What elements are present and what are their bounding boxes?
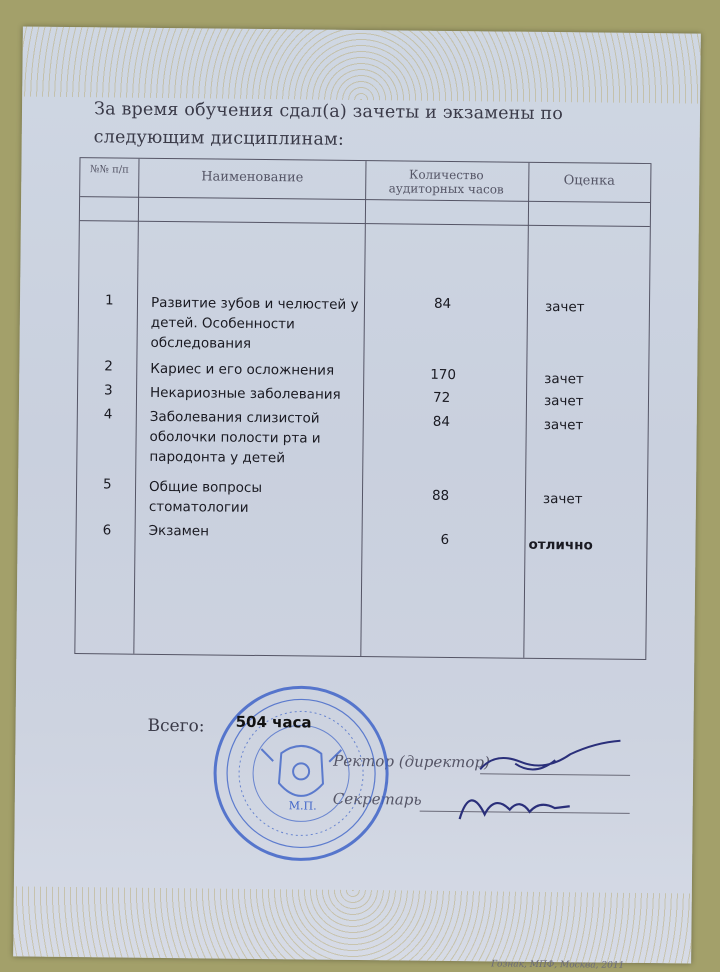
row-5-num: 5 xyxy=(103,476,112,493)
header-name: Наименование xyxy=(201,169,304,186)
eagle-emblem-icon xyxy=(261,746,342,797)
row-1-hours: 84 xyxy=(433,295,452,312)
total-hours-value: 504 часа xyxy=(235,712,312,732)
row-3-hours: 72 xyxy=(432,389,451,406)
row-2-name: Кариес и его осложнения xyxy=(150,360,335,379)
certificate-sheet xyxy=(13,26,701,971)
subjects-table xyxy=(74,157,651,660)
row-6-grade: отлично xyxy=(528,536,593,554)
row-3-name: Некариозные заболевания xyxy=(149,384,341,403)
row-4-num: 4 xyxy=(103,406,113,423)
seal-center-text: М.П. xyxy=(288,799,317,813)
printer-imprint: Гознак, МПФ, Москва, 2011 xyxy=(491,959,625,971)
header-grade: Оценка xyxy=(563,173,616,189)
bottom-ornament xyxy=(13,886,692,963)
official-seal-stamp xyxy=(210,682,392,864)
row-5-name: Общие вопросы стоматологии xyxy=(148,478,263,516)
row-5-hours: 88 xyxy=(431,487,450,504)
row-3-grade: зачет xyxy=(543,392,584,410)
row-1-grade: зачет xyxy=(544,298,585,316)
row-6-num: 6 xyxy=(102,522,112,539)
rector-label: Ректор (директор) xyxy=(333,751,491,772)
row-6-name: Экзамен xyxy=(148,522,210,540)
heading-text: За время обучения сдал(а) зачеты и экзамены по следующим дисциплинам: xyxy=(93,99,564,150)
row-2-grade: зачет xyxy=(544,370,584,388)
row-4-name: Заболевания слизистой оболочки полости рта и пародонта у детей xyxy=(149,408,321,467)
row-4-grade: зачет xyxy=(543,416,584,434)
header-num: №№ п/п xyxy=(89,164,129,176)
row-1-num: 1 xyxy=(104,292,114,309)
row-6-hours: 6 xyxy=(440,531,450,548)
row-1-name: Развитие зубов и челюстей у детей. Особенности обследования xyxy=(150,294,359,352)
secretary-label: Секретарь xyxy=(332,789,422,809)
header-hours: Количество аудиторных часов xyxy=(388,167,504,197)
row-3-num: 3 xyxy=(103,382,113,399)
row-4-hours: 84 xyxy=(432,413,451,430)
row-5-grade: зачет xyxy=(542,490,583,508)
rector-signature xyxy=(475,731,626,783)
row-2-num: 2 xyxy=(104,358,114,375)
secretary-signature xyxy=(455,779,576,830)
total-label: Всего: xyxy=(147,715,205,737)
row-2-hours: 170 xyxy=(430,366,457,384)
top-ornament xyxy=(22,26,701,103)
